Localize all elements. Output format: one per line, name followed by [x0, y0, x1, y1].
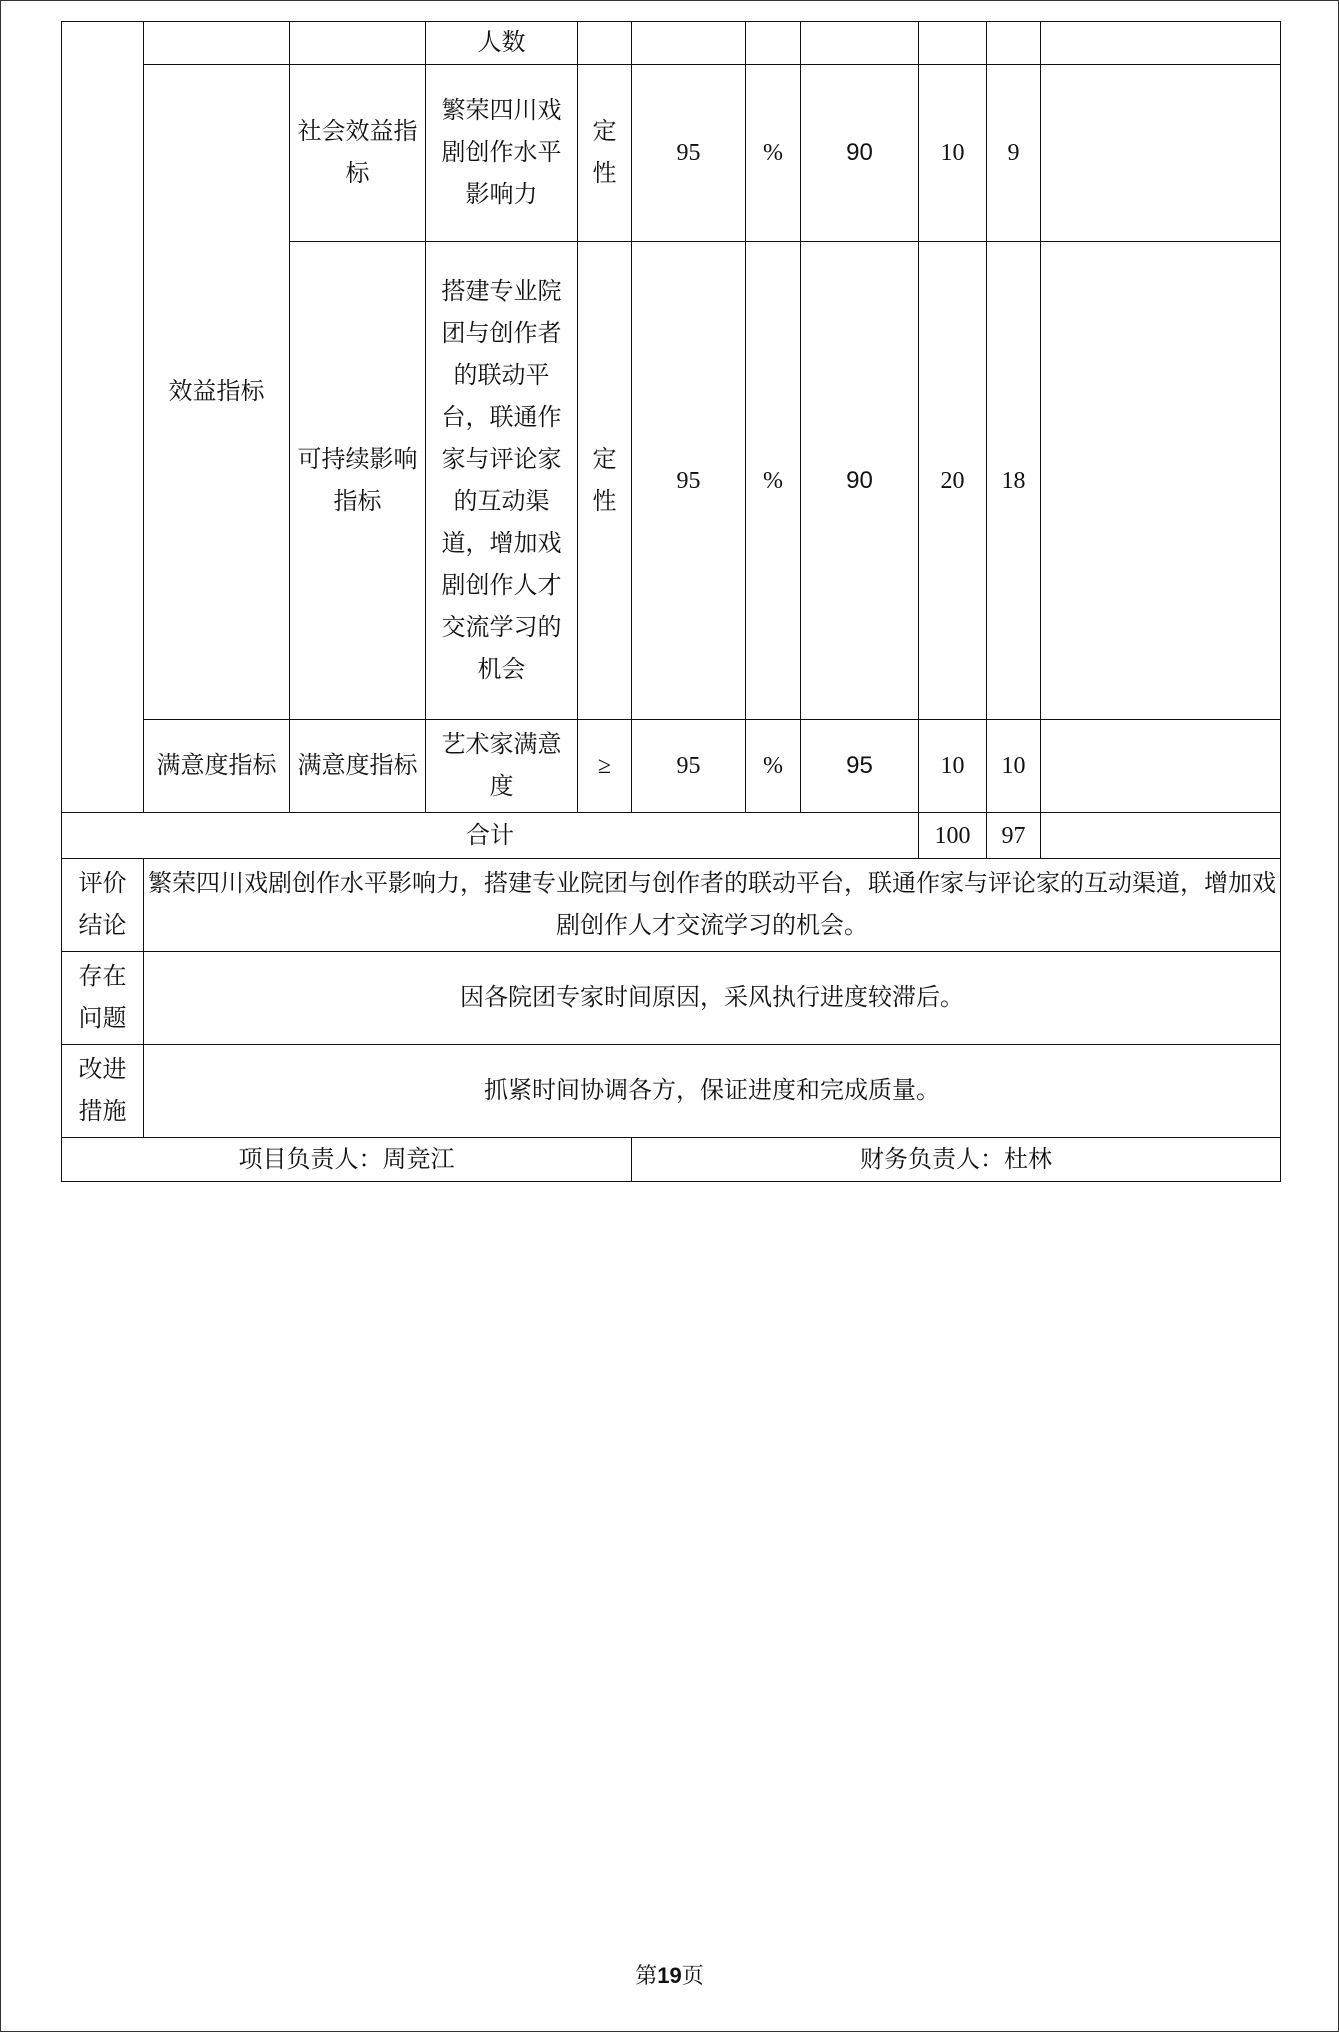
table-row: [62, 22, 1281, 65]
note-cell: [1041, 242, 1281, 720]
actual-value: 95: [846, 752, 873, 779]
nature-value: 定性: [592, 119, 617, 187]
table-row-total: [62, 813, 1281, 859]
page-number: 19: [657, 1963, 682, 1988]
target-value: 95: [676, 467, 701, 494]
blank-cell: [632, 22, 746, 65]
unit-value: %: [763, 140, 783, 166]
blank-cell: [801, 22, 919, 65]
conclusion-label-cell: [62, 859, 144, 952]
score-value: 9: [1007, 140, 1020, 166]
level2-cell: [290, 242, 426, 720]
blank-cell: [578, 22, 632, 65]
weight-value: 10: [940, 753, 965, 779]
unit-cell: [746, 242, 801, 720]
score-cell: [987, 65, 1041, 242]
score-cell: [987, 242, 1041, 720]
problems-label-cell: [62, 952, 144, 1045]
measures-text-cell: [144, 1045, 1281, 1138]
level3-label: 艺术家满意度: [441, 732, 562, 800]
level3-cell: [426, 242, 578, 720]
level2-cell: [290, 720, 426, 813]
actual-cell: [801, 65, 919, 242]
level3-cell: [426, 65, 578, 242]
target-value: 95: [676, 140, 701, 166]
total-score: 97: [1001, 822, 1026, 849]
total-score-cell: [987, 813, 1041, 859]
total-weight: 100: [934, 822, 971, 849]
nature-value: ≥: [597, 753, 612, 779]
weight-cell: [919, 65, 987, 242]
actual-value: 90: [846, 466, 873, 494]
target-cell: [632, 65, 746, 242]
weight-cell: [919, 242, 987, 720]
table-row-social: [62, 65, 1281, 242]
table-row-problems: [62, 952, 1281, 1045]
level1-cell: [144, 720, 290, 813]
nature-cell: [578, 720, 632, 813]
score-value: 10: [1001, 753, 1026, 779]
actual-cell: [801, 720, 919, 813]
blank-cell: [987, 22, 1041, 65]
total-label: 合计: [466, 822, 514, 849]
performance-table: [61, 21, 1281, 1182]
nature-value: 定性: [592, 446, 617, 515]
note-cell: [1041, 720, 1281, 813]
target-cell: [632, 720, 746, 813]
unit-value: %: [763, 467, 783, 494]
actual-value: 90: [846, 139, 873, 166]
weight-value: 20: [940, 467, 965, 494]
indicator-text: 人数: [477, 30, 526, 56]
blank-cell: [1041, 813, 1281, 859]
finance-lead: 财务负责人：杜林: [860, 1146, 1052, 1173]
actual-cell: [801, 242, 919, 720]
total-label-cell: [62, 813, 919, 859]
score-value: 18: [1001, 467, 1026, 494]
level2-label: 社会效益指标: [297, 119, 418, 187]
nature-cell: [578, 242, 632, 720]
page-suffix: 页: [681, 1963, 704, 1988]
level2-label: 满意度指标: [297, 753, 418, 779]
project-lead-cell: [62, 1138, 632, 1182]
weight-cell: [919, 720, 987, 813]
unit-value: %: [763, 753, 783, 779]
problems-label: 存在问题: [78, 964, 127, 1032]
table-row-measures: [62, 1045, 1281, 1138]
level3-label: 搭建专业院团与创作者的联动平台，联通作家与评论家的互动渠道，增加戏剧创作人才交流学习的机会: [441, 278, 562, 683]
page-prefix: 第: [635, 1963, 658, 1988]
total-weight-cell: [919, 813, 987, 859]
unit-cell: [746, 65, 801, 242]
conclusion-text: 繁荣四川戏剧创作水平影响力，搭建专业院团与创作者的联动平台，联通作家与评论家的互动渠道，增加戏剧创作人才交流学习的机会。: [148, 871, 1276, 939]
blank-cell: [746, 22, 801, 65]
problems-text-cell: [144, 952, 1281, 1045]
measures-label-cell: [62, 1045, 144, 1138]
level3-label: 繁荣四川戏剧创作水平影响力: [441, 98, 562, 208]
level3-cell: [426, 720, 578, 813]
outer-blank-cell: [62, 22, 144, 813]
problems-text: 因各院团专家时间原因，采风执行进度较滞后。: [460, 985, 964, 1011]
level2-cell: [290, 65, 426, 242]
blank-cell: [1041, 22, 1281, 65]
blank-cell: [919, 22, 987, 65]
nature-cell: [578, 65, 632, 242]
indicator-cell: [426, 22, 578, 65]
finance-lead-cell: [632, 1138, 1281, 1182]
weight-value: 10: [940, 140, 965, 166]
conclusion-text-cell: [144, 859, 1281, 952]
page-footer: [1, 1959, 1338, 1990]
table-row-signatures: [62, 1138, 1281, 1182]
unit-cell: [746, 720, 801, 813]
level1-label: 效益指标: [168, 379, 265, 405]
level1-label: 满意度指标: [156, 753, 277, 779]
level1-cell: [144, 65, 290, 720]
score-cell: [987, 720, 1041, 813]
measures-label: 改进措施: [78, 1057, 127, 1125]
level2-label: 可持续影响指标: [297, 446, 418, 515]
measures-text: 抓紧时间协调各方，保证进度和完成质量。: [484, 1078, 940, 1104]
project-lead: 项目负责人：周竞江: [238, 1146, 455, 1173]
table-row-satisfaction: [62, 720, 1281, 813]
blank-cell: [290, 22, 426, 65]
target-value: 95: [676, 753, 701, 779]
note-cell: [1041, 65, 1281, 242]
blank-cell: [144, 22, 290, 65]
conclusion-label: 评价结论: [78, 871, 127, 939]
target-cell: [632, 242, 746, 720]
table-row-conclusion: [62, 859, 1281, 952]
